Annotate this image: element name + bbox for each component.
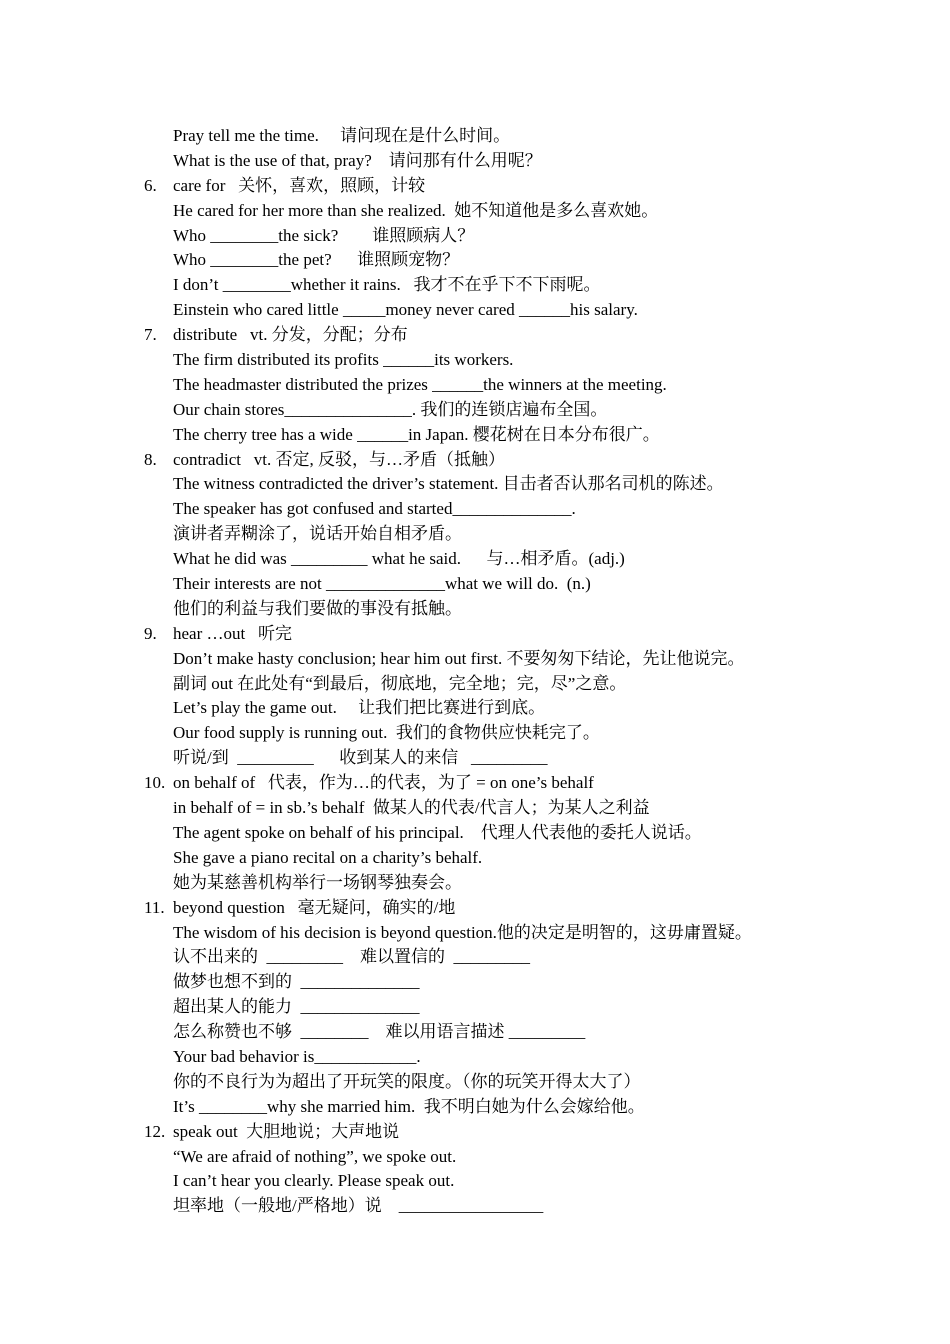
list-item: 9. hear …out 听完	[0, 622, 950, 647]
text-line: 怎么称赞也不够 ________ 难以用语言描述 _________	[173, 1022, 586, 1042]
text-line: 认不出来的 _________ 难以置信的 _________	[173, 947, 530, 967]
item-number: 12.	[144, 1121, 166, 1141]
text-line: The agent spoke on behalf of his principal. 代理人代表他的委托人说话。	[173, 822, 702, 842]
text-line: Who ________the pet? 谁照顾宠物？	[173, 250, 460, 270]
item-number: 11.	[144, 897, 165, 917]
text-line: What is the use of that, pray? 请问那有什么用呢？	[173, 150, 542, 170]
text-line: I don’t ________whether it rains. 我才不在乎下不下雨呢。	[173, 275, 601, 295]
text-line: Let’s play the game out. 让我们把比赛进行到底。	[173, 698, 546, 718]
list-item: 8. contradict vt. 否定, 反驳，与…矛盾（抵触）	[0, 448, 950, 473]
text-line: in behalf of = in sb.’s behalf 做某人的代表/代言人；为某人之利益	[173, 798, 650, 818]
text-line: Their interests are not ______________what we will do. (n.)	[173, 574, 591, 594]
text-line: The headmaster distributed the prizes ______the winners at the meeting.	[173, 374, 667, 394]
item-number: 8.	[144, 449, 157, 469]
item-number: 10.	[144, 773, 166, 793]
text-line: What he did was _________ what he said. 与…相矛盾。(adj.)	[173, 549, 625, 569]
text-line: The speaker has got confused and started______________.	[173, 499, 576, 519]
text-line: Our chain stores_______________. 我们的连锁店遍布全国。	[173, 399, 608, 419]
text-line: I can’t hear you clearly. Please speak out.	[173, 1171, 455, 1191]
text-line: The witness contradicted the driver’s statement. 目击者否认那名司机的陈述。	[173, 474, 724, 494]
text-line: She gave a piano recital on a charity’s behalf.	[173, 847, 483, 867]
list-item: 11. beyond question 毫无疑问，确实的/地	[0, 896, 950, 921]
text-line: 副词 out 在此处有“到最后，彻底地，完全地；完，尽”之意。	[173, 673, 627, 693]
text-line: 她为某慈善机构举行一场钢琴独奏会。	[173, 872, 462, 892]
text-line: The firm distributed its profits ______its workers.	[173, 350, 514, 370]
list-item: 7. distribute vt. 分发，分配；分布	[0, 323, 950, 348]
text-line: 你的不良行为为超出了开玩笑的限度。（你的玩笑开得太大了）	[173, 1071, 641, 1091]
text-line: 他们的利益与我们要做的事没有抵触。	[173, 598, 462, 618]
text-line: 听说/到 _________ 收到某人的来信 _________	[173, 748, 548, 768]
text-line: 坦率地（一般地/严格地）说 _________________	[173, 1196, 544, 1216]
document-page	[0, 124, 950, 1219]
text-line: 超出某人的能力 ______________	[173, 997, 420, 1017]
text-line: 做梦也想不到的 ______________	[173, 972, 420, 992]
text-line: The wisdom of his decision is beyond question.他的决定是明智的，这毋庸置疑。	[173, 922, 752, 942]
list-item: 12. speak out 大胆地说；大声地说	[0, 1120, 950, 1145]
item-number: 7.	[144, 325, 157, 345]
text-line: It’s ________why she married him. 我不明白她为什么会嫁给他。	[173, 1096, 645, 1116]
text-line: Who ________the sick? 谁照顾病人？	[173, 225, 475, 245]
text-line: Our food supply is running out. 我们的食物供应快耗完了。	[173, 723, 600, 743]
list-item: 10. on behalf of 代表，作为…的代表，为了 = on one’s behalf	[0, 771, 950, 796]
text-line: Einstein who cared little _____money never cared ______his salary.	[173, 300, 638, 320]
text-line: “We are afraid of nothing”, we spoke out.	[173, 1146, 457, 1166]
text-line: Your bad behavior is____________.	[173, 1046, 421, 1066]
text-line: He cared for her more than she realized. 她不知道他是多么喜欢她。	[173, 200, 659, 220]
text-line: The cherry tree has a wide ______in Japan. 樱花树在日本分布很广。	[173, 424, 660, 444]
list-item: 6. care for 关怀，喜欢，照顾，计较	[0, 174, 950, 199]
item-number: 9.	[144, 623, 157, 643]
text-line: 演讲者弄糊涂了，说话开始自相矛盾。	[173, 524, 462, 544]
text-line: Don’t make hasty conclusion; hear him out first. 不要匆匆下结论，先让他说完。	[173, 648, 745, 668]
item-number: 6.	[144, 175, 157, 195]
text-line: Pray tell me the time. 请问现在是什么时间。	[173, 126, 511, 145]
